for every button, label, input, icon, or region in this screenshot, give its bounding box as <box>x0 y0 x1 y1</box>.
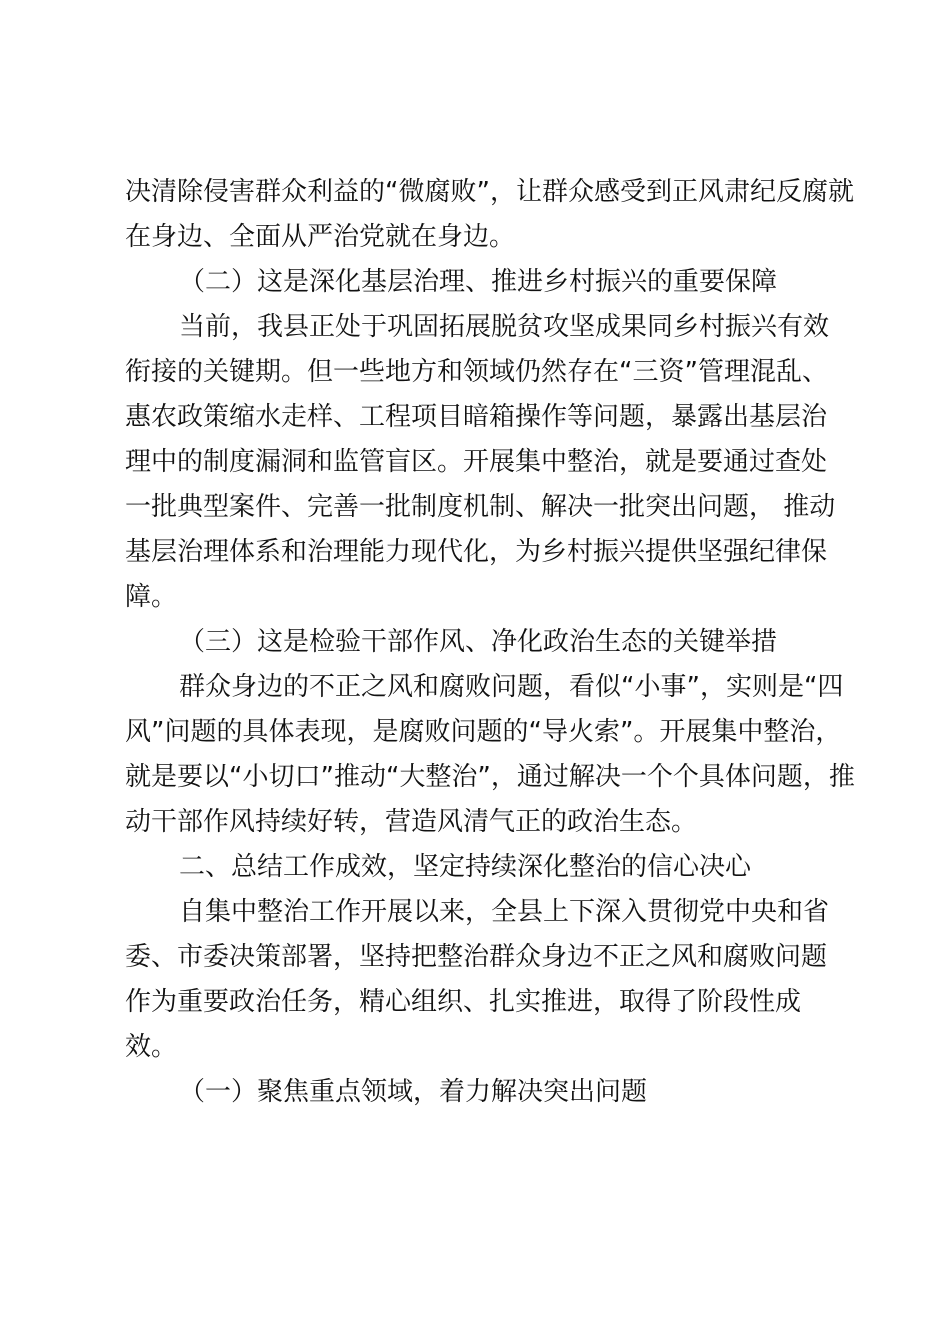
paragraph-line: 决清除侵害群众利益的“微腐败”，让群众感受到正风肃纪反腐就 <box>125 177 854 207</box>
section-heading: （二）这是深化基层治理、推进乡村振兴的重要保障 <box>179 267 778 297</box>
paragraph-line: 效。 <box>125 1032 178 1062</box>
paragraph-line: 理中的制度漏洞和监管盲区。开展集中整治，就是要通过查处 <box>125 447 828 477</box>
paragraph-line: 自集中整治工作开展以来，全县上下深入贯彻党中央和省 <box>179 897 830 927</box>
paragraph-line: 障。 <box>125 582 178 612</box>
paragraph-line: 委、市委决策部署，坚持把整治群众身边不正之风和腐败问题 <box>125 942 828 972</box>
paragraph-line: 惠农政策缩水走样、工程项目暗箱操作等问题，暴露出基层治 <box>125 402 828 432</box>
paragraph-line: 群众身边的不正之风和腐败问题，看似“小事”，实则是“四 <box>179 672 844 702</box>
paragraph-line: 作为重要政治任务，精心组织、扎实推进，取得了阶段性成 <box>125 987 802 1017</box>
paragraph-line: 风”问题的具体表现，是腐败问题的“导火索”。开展集中整治， <box>125 717 842 747</box>
section-heading: （一）聚焦重点领域，着力解决突出问题 <box>179 1077 648 1107</box>
document-body <box>125 170 855 1115</box>
paragraph-line: 一批典型案件、完善一批制度机制、解决一批突出问题， 推动 <box>125 492 836 522</box>
paragraph-line: 就是要以“小切口”推动“大整治”，通过解决一个个具体问题，推 <box>125 762 855 792</box>
paragraph-line: 动干部作风持续好转，营造风清气正的政治生态。 <box>125 807 698 837</box>
paragraph-line: 基层治理体系和治理能力现代化，为乡村振兴提供坚强纪律保 <box>125 537 828 567</box>
paragraph-line: 当前，我县正处于巩固拓展脱贫攻坚成果同乡村振兴有效 <box>179 312 830 342</box>
paragraph-line: 在身边、全面从严治党就在身边。 <box>125 222 516 252</box>
section-heading: 二、总结工作成效，坚定持续深化整治的信心决心 <box>179 852 752 882</box>
section-heading: （三）这是检验干部作风、净化政治生态的关键举措 <box>179 627 778 657</box>
paragraph-line: 衔接的关键期。但一些地方和领域仍然存在“三资”管理混乱、 <box>125 357 828 387</box>
